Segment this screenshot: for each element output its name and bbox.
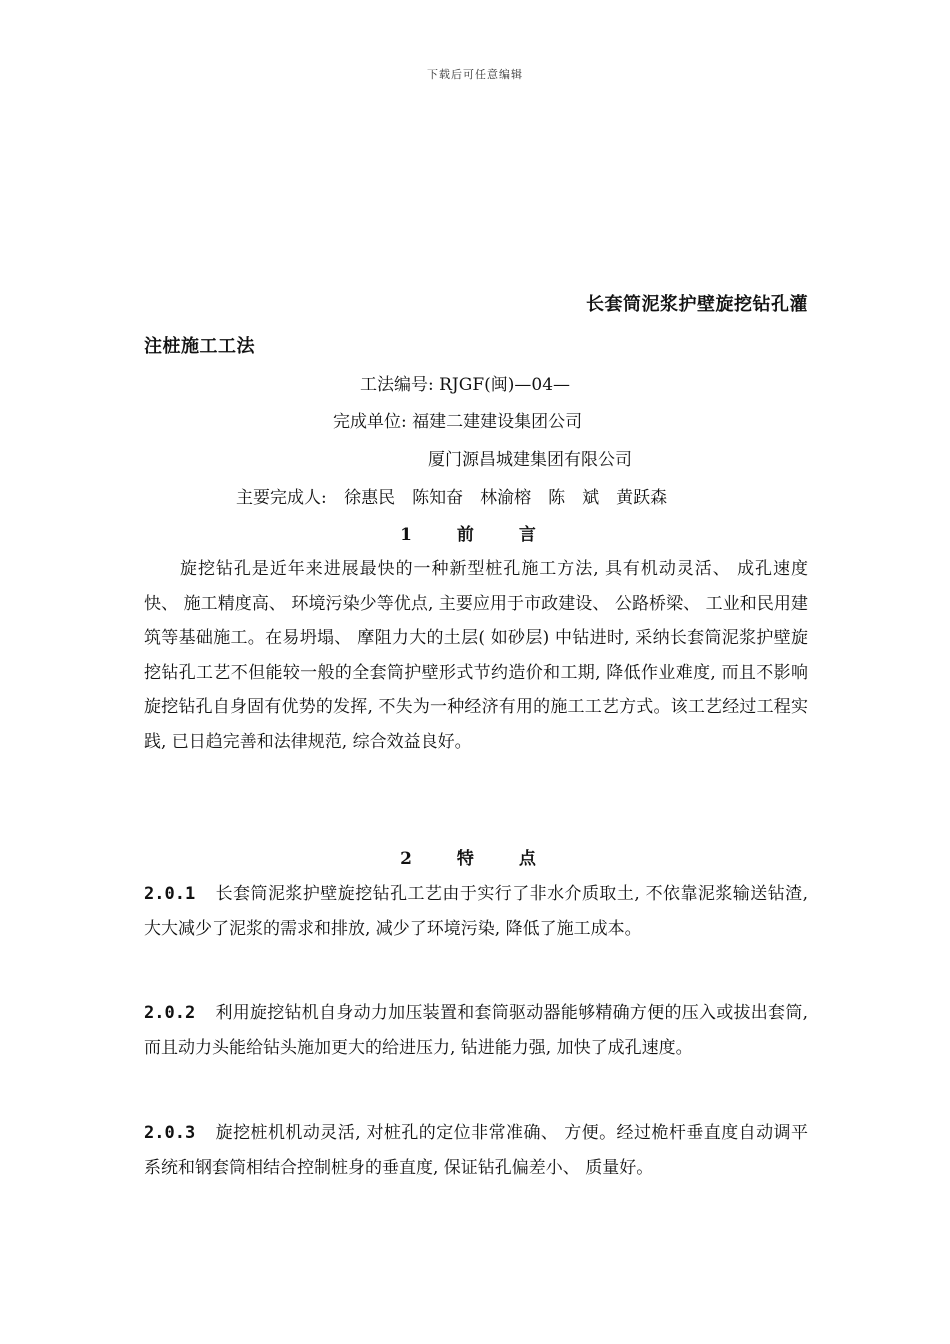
- section-title-features: 2 特 点: [400, 849, 550, 869]
- header-note: 下载后可任意编辑: [427, 68, 523, 81]
- preface-paragraph: 旋挖钻孔是近年来进展最快的一种新型桩孔施工方法, 具有机动灵活、 成孔速度快、 施工精度高、 环境污染少等优点, 主要应用于市政建设、 公路桥梁、 工业和民用建筑等基础施工。在易坍塌、 摩阻力大的土层( 如砂层) 中钻进时, 采纳长套筒泥浆护壁旋挖钻孔工艺不但能较一般的全套筒护壁形式节约造价和工期, 降低作业难度, 而且不影响旋挖钻孔自身固有优势的发挥, 不失为一种经济有用的施工工艺方式。该工艺经过工程实践, 已日趋完善和法律规范, 综合效益良好。: [144, 559, 808, 752]
- section-title-preface: 1 前 言: [400, 525, 550, 545]
- feature-item-text: 旋挖桩机机动灵活, 对桩孔的定位非常准确、 方便。经过桅杆垂直度自动调平系统和钢套筒相结合控制桩身的垂直度, 保证钻孔偏差小、 质量好。: [144, 1123, 808, 1178]
- method-code: 工法编号: RJGF(闽)—04—: [360, 375, 571, 395]
- feature-item-text: 利用旋挖钻机自身动力加压装置和套筒驱动器能够精确方便的压入或拔出套筒, 而且动力头能给钻头施加更大的给进压力, 钻进能力强, 加快了成孔速度。: [144, 1003, 808, 1058]
- feature-item-number: 2.0.1: [144, 884, 196, 904]
- feature-item-number: 2.0.2: [144, 1003, 196, 1023]
- feature-item: [144, 996, 808, 1065]
- feature-item-text: 长套筒泥浆护壁旋挖钻孔工艺由于实行了非水介质取土, 不依靠泥浆输送钻渣, 大大减少了泥浆的需求和排放, 减少了环境污染, 降低了施工成本。: [144, 884, 808, 939]
- completion-unit-1: 完成单位: 福建二建建设集团公司: [333, 412, 583, 432]
- document-title-line1: 长套筒泥浆护壁旋挖钻孔灌: [586, 294, 808, 315]
- main-contributors: 主要完成人: 徐惠民 陈知奋 林渝榕 陈 斌 黄跃森: [236, 488, 668, 508]
- feature-item: [144, 877, 808, 946]
- feature-item-number: 2.0.3: [144, 1123, 196, 1143]
- completion-unit-2: 厦门源昌城建集团有限公司: [428, 450, 632, 470]
- feature-item: [144, 1116, 808, 1185]
- document-title-line2: 注桩施工工法: [144, 336, 255, 357]
